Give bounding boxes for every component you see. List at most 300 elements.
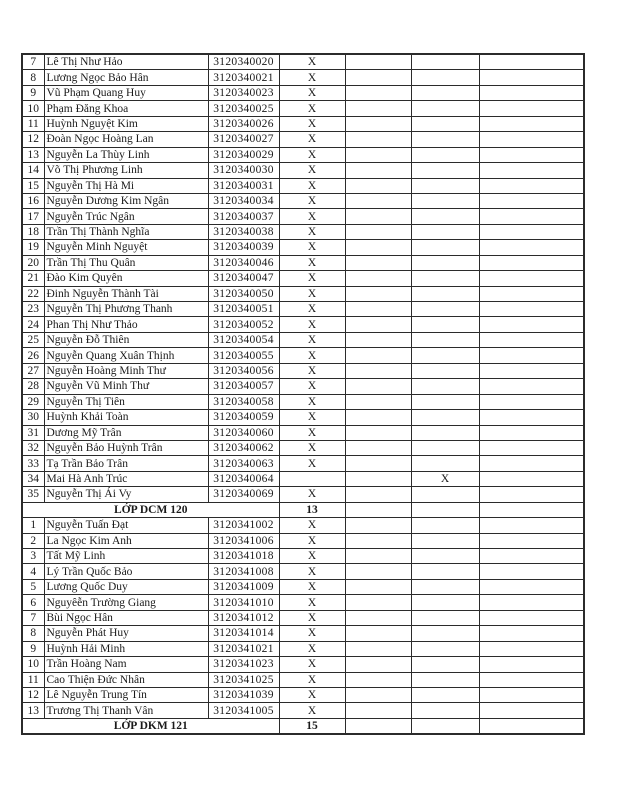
mark-cell-3 [411, 579, 479, 594]
mark-cell-2 [345, 70, 411, 85]
student-row [22, 626, 584, 641]
student-name-cell: Lý Trần Quốc Bảo [44, 564, 208, 579]
mark-cell-3 [411, 271, 479, 286]
student-id-cell: 3120340054 [208, 332, 279, 347]
student-id-cell: 3120341039 [208, 687, 279, 702]
student-id-cell: 3120341012 [208, 610, 279, 625]
attendance-mark-cell: X [279, 193, 345, 208]
mark-cell-2 [345, 564, 411, 579]
student-id-cell: 3120340059 [208, 410, 279, 425]
row-number-cell: 9 [22, 85, 44, 100]
mark-cell-2 [345, 549, 411, 564]
mark-cell-3 [411, 657, 479, 672]
mark-cell-4 [479, 101, 584, 116]
mark-cell-4 [479, 255, 584, 270]
student-name-cell: Nguyễn Thị Ái Vy [44, 487, 208, 502]
attendance-mark-cell: X [279, 54, 345, 70]
row-number-cell: 18 [22, 224, 44, 239]
student-row [22, 487, 584, 502]
mark-cell-2 [345, 657, 411, 672]
student-id-cell: 3120340029 [208, 147, 279, 162]
row-number-cell: 3 [22, 549, 44, 564]
student-id-cell: 3120340060 [208, 425, 279, 440]
row-number-cell: 11 [22, 116, 44, 131]
row-number-cell: 29 [22, 394, 44, 409]
row-number-cell: 25 [22, 332, 44, 347]
attendance-mark-cell: X [279, 518, 345, 533]
row-number-cell: 27 [22, 363, 44, 378]
mark-cell-4 [479, 687, 584, 702]
mark-cell-4 [479, 317, 584, 332]
student-id-cell: 3120340063 [208, 456, 279, 471]
student-row [22, 332, 584, 347]
mark-cell-3 [411, 147, 479, 162]
mark-cell-2 [345, 116, 411, 131]
mark-cell-3 [411, 703, 479, 718]
student-name-cell: Nguyễn Phát Huy [44, 626, 208, 641]
mark-cell-2 [345, 379, 411, 394]
mark-cell-2 [345, 703, 411, 718]
student-row [22, 641, 584, 656]
student-row [22, 610, 584, 625]
student-id-cell: 3120340031 [208, 178, 279, 193]
student-name-cell: Nguyễn Thị Hà Mi [44, 178, 208, 193]
student-name-cell: Nguyễn Tuấn Đạt [44, 518, 208, 533]
mark-cell-3 [411, 487, 479, 502]
mark-cell-4 [479, 240, 584, 255]
attendance-mark-cell: X [279, 487, 345, 502]
student-name-cell: Tất Mỹ Linh [44, 549, 208, 564]
mark-cell-4 [479, 440, 584, 455]
mark-cell-2 [345, 518, 411, 533]
student-name-cell: Nguyễn Trúc Ngân [44, 209, 208, 224]
mark-cell-4 [479, 363, 584, 378]
attendance-mark-cell: X [279, 255, 345, 270]
attendance-mark-cell: X [279, 85, 345, 100]
student-id-cell: 3120340026 [208, 116, 279, 131]
student-row [22, 687, 584, 702]
mark-cell-4 [479, 487, 584, 502]
attendance-mark-cell: X [279, 147, 345, 162]
student-row [22, 379, 584, 394]
student-id-cell: 3120340055 [208, 348, 279, 363]
student-name-cell: Mai Hà Anh Trúc [44, 471, 208, 486]
mark-cell-3 [411, 163, 479, 178]
mark-cell-3 [411, 101, 479, 116]
mark-cell-3 [411, 332, 479, 347]
mark-cell-3 [411, 595, 479, 610]
student-name-cell: Dương Mỹ Trân [44, 425, 208, 440]
student-row [22, 147, 584, 162]
mark-cell-4 [479, 595, 584, 610]
mark-cell-2 [345, 286, 411, 301]
mark-cell-4 [479, 85, 584, 100]
row-number-cell: 13 [22, 147, 44, 162]
row-number-cell: 17 [22, 209, 44, 224]
student-name-cell: Đào Kim Quyên [44, 271, 208, 286]
row-number-cell: 21 [22, 271, 44, 286]
mark-cell-4 [479, 549, 584, 564]
mark-cell-4 [479, 518, 584, 533]
student-row [22, 425, 584, 440]
attendance-mark-cell: X [279, 410, 345, 425]
student-row [22, 363, 584, 378]
student-row [22, 163, 584, 178]
mark-cell-3 [411, 70, 479, 85]
row-number-cell: 7 [22, 54, 44, 70]
student-id-cell: 3120340034 [208, 193, 279, 208]
student-row [22, 471, 584, 486]
empty-cell [479, 718, 584, 734]
student-name-cell: Nguyễn Bảo Huỳnh Trân [44, 440, 208, 455]
student-name-cell: Nguyễn Đỗ Thiên [44, 332, 208, 347]
attendance-mark-cell: X [279, 209, 345, 224]
student-row [22, 240, 584, 255]
student-row [22, 533, 584, 548]
row-number-cell: 8 [22, 626, 44, 641]
attendance-mark-cell: X [279, 116, 345, 131]
mark-cell-2 [345, 54, 411, 70]
row-number-cell: 10 [22, 657, 44, 672]
attendance-mark-cell: X [279, 610, 345, 625]
student-id-cell: 3120340023 [208, 85, 279, 100]
attendance-mark-cell: X [279, 703, 345, 718]
student-row [22, 564, 584, 579]
mark-cell-4 [479, 224, 584, 239]
attendance-mark-cell: X [279, 332, 345, 347]
student-name-cell: Trương Thị Thanh Vân [44, 703, 208, 718]
attendance-mark-cell [279, 471, 345, 486]
mark-cell-2 [345, 255, 411, 270]
attendance-mark-cell: X [279, 178, 345, 193]
row-number-cell: 34 [22, 471, 44, 486]
class-summary-label: LỚP DKM 121 [22, 718, 279, 734]
row-number-cell: 7 [22, 610, 44, 625]
student-id-cell: 3120341021 [208, 641, 279, 656]
mark-cell-3 [411, 209, 479, 224]
student-name-cell: Đoàn Ngọc Hoàng Lan [44, 132, 208, 147]
mark-cell-3 [411, 456, 479, 471]
mark-cell-2 [345, 193, 411, 208]
mark-cell-4 [479, 410, 584, 425]
mark-cell-4 [479, 672, 584, 687]
student-name-cell: Huỳnh Hải Minh [44, 641, 208, 656]
row-number-cell: 16 [22, 193, 44, 208]
class-total-count: 13 [279, 502, 345, 517]
row-number-cell: 31 [22, 425, 44, 440]
attendance-mark-cell: X [279, 70, 345, 85]
student-name-cell: Cao Thiện Đức Nhân [44, 672, 208, 687]
student-id-cell: 3120340020 [208, 54, 279, 70]
student-row [22, 224, 584, 239]
mark-cell-3 [411, 193, 479, 208]
student-name-cell: Nguyễn Vũ Minh Thư [44, 379, 208, 394]
student-name-cell: Nguyêễn Trường Giang [44, 595, 208, 610]
student-row [22, 672, 584, 687]
student-id-cell: 3120341025 [208, 672, 279, 687]
student-id-cell: 3120340051 [208, 302, 279, 317]
student-name-cell: Lương Ngọc Bảo Hân [44, 70, 208, 85]
mark-cell-3 [411, 132, 479, 147]
mark-cell-4 [479, 610, 584, 625]
student-row [22, 657, 584, 672]
mark-cell-3 [411, 224, 479, 239]
student-name-cell: Vũ Phạm Quang Huy [44, 85, 208, 100]
student-row [22, 579, 584, 594]
class-summary-row [22, 718, 584, 734]
mark-cell-3 [411, 302, 479, 317]
student-row [22, 302, 584, 317]
student-id-cell: 3120340050 [208, 286, 279, 301]
mark-cell-2 [345, 209, 411, 224]
student-name-cell: Bùi Ngọc Hân [44, 610, 208, 625]
student-row [22, 54, 584, 70]
attendance-mark-cell: X [279, 579, 345, 594]
mark-cell-3 [411, 610, 479, 625]
student-row [22, 410, 584, 425]
empty-cell [345, 502, 411, 517]
row-number-cell: 19 [22, 240, 44, 255]
student-id-cell: 3120341010 [208, 595, 279, 610]
row-number-cell: 35 [22, 487, 44, 502]
student-name-cell: Lương Quốc Duy [44, 579, 208, 594]
mark-cell-3 [411, 440, 479, 455]
mark-cell-2 [345, 271, 411, 286]
student-id-cell: 3120340021 [208, 70, 279, 85]
mark-cell-2 [345, 394, 411, 409]
mark-cell-3 [411, 348, 479, 363]
mark-cell-3 [411, 410, 479, 425]
student-name-cell: Trần Hoàng Nam [44, 657, 208, 672]
mark-cell-2 [345, 487, 411, 502]
empty-cell [345, 718, 411, 734]
student-id-cell: 3120340058 [208, 394, 279, 409]
student-name-cell: Huỳnh Nguyệt Kim [44, 116, 208, 131]
row-number-cell: 10 [22, 101, 44, 116]
student-id-cell: 3120341006 [208, 533, 279, 548]
student-id-cell: 3120340057 [208, 379, 279, 394]
student-id-cell: 3120340069 [208, 487, 279, 502]
mark-cell-2 [345, 332, 411, 347]
student-id-cell: 3120340025 [208, 101, 279, 116]
mark-cell-3 [411, 255, 479, 270]
student-id-cell: 3120341023 [208, 657, 279, 672]
row-number-cell: 6 [22, 595, 44, 610]
student-id-cell: 3120340056 [208, 363, 279, 378]
row-number-cell: 12 [22, 132, 44, 147]
row-number-cell: 9 [22, 641, 44, 656]
mark-cell-4 [479, 286, 584, 301]
row-number-cell: 26 [22, 348, 44, 363]
mark-cell-2 [345, 610, 411, 625]
student-row [22, 116, 584, 131]
attendance-mark-cell: X [279, 595, 345, 610]
mark-cell-4 [479, 209, 584, 224]
attendance-table [21, 53, 585, 735]
student-id-cell: 3120340030 [208, 163, 279, 178]
attendance-mark-cell: X [279, 687, 345, 702]
student-row [22, 178, 584, 193]
mark-cell-3 [411, 564, 479, 579]
student-name-cell: Huỳnh Khải Toàn [44, 410, 208, 425]
student-name-cell: Nguyễn Hoàng Minh Thư [44, 363, 208, 378]
student-id-cell: 3120340039 [208, 240, 279, 255]
mark-cell-2 [345, 626, 411, 641]
row-number-cell: 22 [22, 286, 44, 301]
attendance-mark-cell: X [279, 425, 345, 440]
attendance-mark-cell: X [279, 363, 345, 378]
row-number-cell: 11 [22, 672, 44, 687]
mark-cell-4 [479, 193, 584, 208]
mark-cell-4 [479, 657, 584, 672]
mark-cell-4 [479, 471, 584, 486]
empty-cell [479, 502, 584, 517]
mark-cell-3 [411, 641, 479, 656]
mark-cell-2 [345, 595, 411, 610]
mark-cell-4 [479, 70, 584, 85]
student-id-cell: 3120340062 [208, 440, 279, 455]
attendance-mark-cell: X [279, 626, 345, 641]
mark-cell-4 [479, 626, 584, 641]
mark-cell-3 [411, 54, 479, 70]
student-id-cell: 3120340046 [208, 255, 279, 270]
mark-cell-4 [479, 147, 584, 162]
row-number-cell: 4 [22, 564, 44, 579]
mark-cell-2 [345, 178, 411, 193]
student-row [22, 595, 584, 610]
student-row [22, 286, 584, 301]
student-name-cell: Nguyễn Thị Tiên [44, 394, 208, 409]
row-number-cell: 5 [22, 579, 44, 594]
mark-cell-3 [411, 363, 479, 378]
mark-cell-2 [345, 672, 411, 687]
row-number-cell: 30 [22, 410, 44, 425]
mark-cell-4 [479, 332, 584, 347]
mark-cell-4 [479, 348, 584, 363]
row-number-cell: 32 [22, 440, 44, 455]
attendance-mark-cell: X [279, 641, 345, 656]
mark-cell-2 [345, 440, 411, 455]
mark-cell-3 [411, 317, 479, 332]
class-total-count: 15 [279, 718, 345, 734]
student-row [22, 394, 584, 409]
attendance-table-body [22, 54, 584, 734]
attendance-mark-cell: X [279, 348, 345, 363]
row-number-cell: 33 [22, 456, 44, 471]
mark-cell-4 [479, 425, 584, 440]
student-row [22, 518, 584, 533]
mark-cell-3 [411, 178, 479, 193]
student-name-cell: Nguyễn Dương Kim Ngân [44, 193, 208, 208]
mark-cell-4 [479, 456, 584, 471]
student-id-cell: 3120340037 [208, 209, 279, 224]
student-row [22, 209, 584, 224]
mark-cell-2 [345, 641, 411, 656]
student-row [22, 703, 584, 718]
student-id-cell: 3120340027 [208, 132, 279, 147]
empty-cell [411, 502, 479, 517]
mark-cell-4 [479, 302, 584, 317]
student-row [22, 132, 584, 147]
student-row [22, 271, 584, 286]
mark-cell-3 [411, 379, 479, 394]
student-id-cell: 3120341014 [208, 626, 279, 641]
mark-cell-2 [345, 224, 411, 239]
student-name-cell: Phan Thị Như Thảo [44, 317, 208, 332]
student-id-cell: 3120341008 [208, 564, 279, 579]
student-name-cell: Trần Thị Thu Quân [44, 255, 208, 270]
attendance-mark-cell: X [279, 672, 345, 687]
row-number-cell: 20 [22, 255, 44, 270]
mark-cell-3 [411, 394, 479, 409]
attendance-mark-cell: X [279, 163, 345, 178]
mark-cell-2 [345, 163, 411, 178]
mark-cell-2 [345, 410, 411, 425]
mark-cell-3: X [411, 471, 479, 486]
mark-cell-2 [345, 348, 411, 363]
student-name-cell: Võ Thị Phương Linh [44, 163, 208, 178]
mark-cell-3 [411, 626, 479, 641]
mark-cell-3 [411, 240, 479, 255]
class-summary-row [22, 502, 584, 517]
mark-cell-2 [345, 425, 411, 440]
attendance-mark-cell: X [279, 533, 345, 548]
class-summary-label: LỚP DCM 120 [22, 502, 279, 517]
mark-cell-3 [411, 286, 479, 301]
mark-cell-2 [345, 687, 411, 702]
mark-cell-4 [479, 178, 584, 193]
mark-cell-2 [345, 317, 411, 332]
student-name-cell: Phạm Đăng Khoa [44, 101, 208, 116]
mark-cell-2 [345, 101, 411, 116]
attendance-mark-cell: X [279, 440, 345, 455]
row-number-cell: 24 [22, 317, 44, 332]
attendance-mark-cell: X [279, 657, 345, 672]
mark-cell-3 [411, 549, 479, 564]
student-id-cell: 3120341002 [208, 518, 279, 533]
attendance-mark-cell: X [279, 286, 345, 301]
row-number-cell: 13 [22, 703, 44, 718]
student-name-cell: Nguyễn Minh Nguyệt [44, 240, 208, 255]
attendance-mark-cell: X [279, 564, 345, 579]
student-row [22, 549, 584, 564]
attendance-mark-cell: X [279, 317, 345, 332]
mark-cell-4 [479, 132, 584, 147]
student-id-cell: 3120341018 [208, 549, 279, 564]
student-id-cell: 3120340038 [208, 224, 279, 239]
mark-cell-3 [411, 533, 479, 548]
mark-cell-4 [479, 271, 584, 286]
attendance-mark-cell: X [279, 456, 345, 471]
attendance-mark-cell: X [279, 224, 345, 239]
attendance-mark-cell: X [279, 379, 345, 394]
attendance-mark-cell: X [279, 394, 345, 409]
mark-cell-2 [345, 147, 411, 162]
attendance-mark-cell: X [279, 240, 345, 255]
student-name-cell: Đinh Nguyễn Thành Tài [44, 286, 208, 301]
student-name-cell: Nguyễn Quang Xuân Thịnh [44, 348, 208, 363]
student-row [22, 440, 584, 455]
mark-cell-2 [345, 456, 411, 471]
mark-cell-4 [479, 163, 584, 178]
student-name-cell: Nguyễn La Thùy Linh [44, 147, 208, 162]
mark-cell-2 [345, 132, 411, 147]
mark-cell-4 [479, 579, 584, 594]
mark-cell-4 [479, 54, 584, 70]
mark-cell-4 [479, 379, 584, 394]
mark-cell-4 [479, 116, 584, 131]
empty-cell [411, 718, 479, 734]
